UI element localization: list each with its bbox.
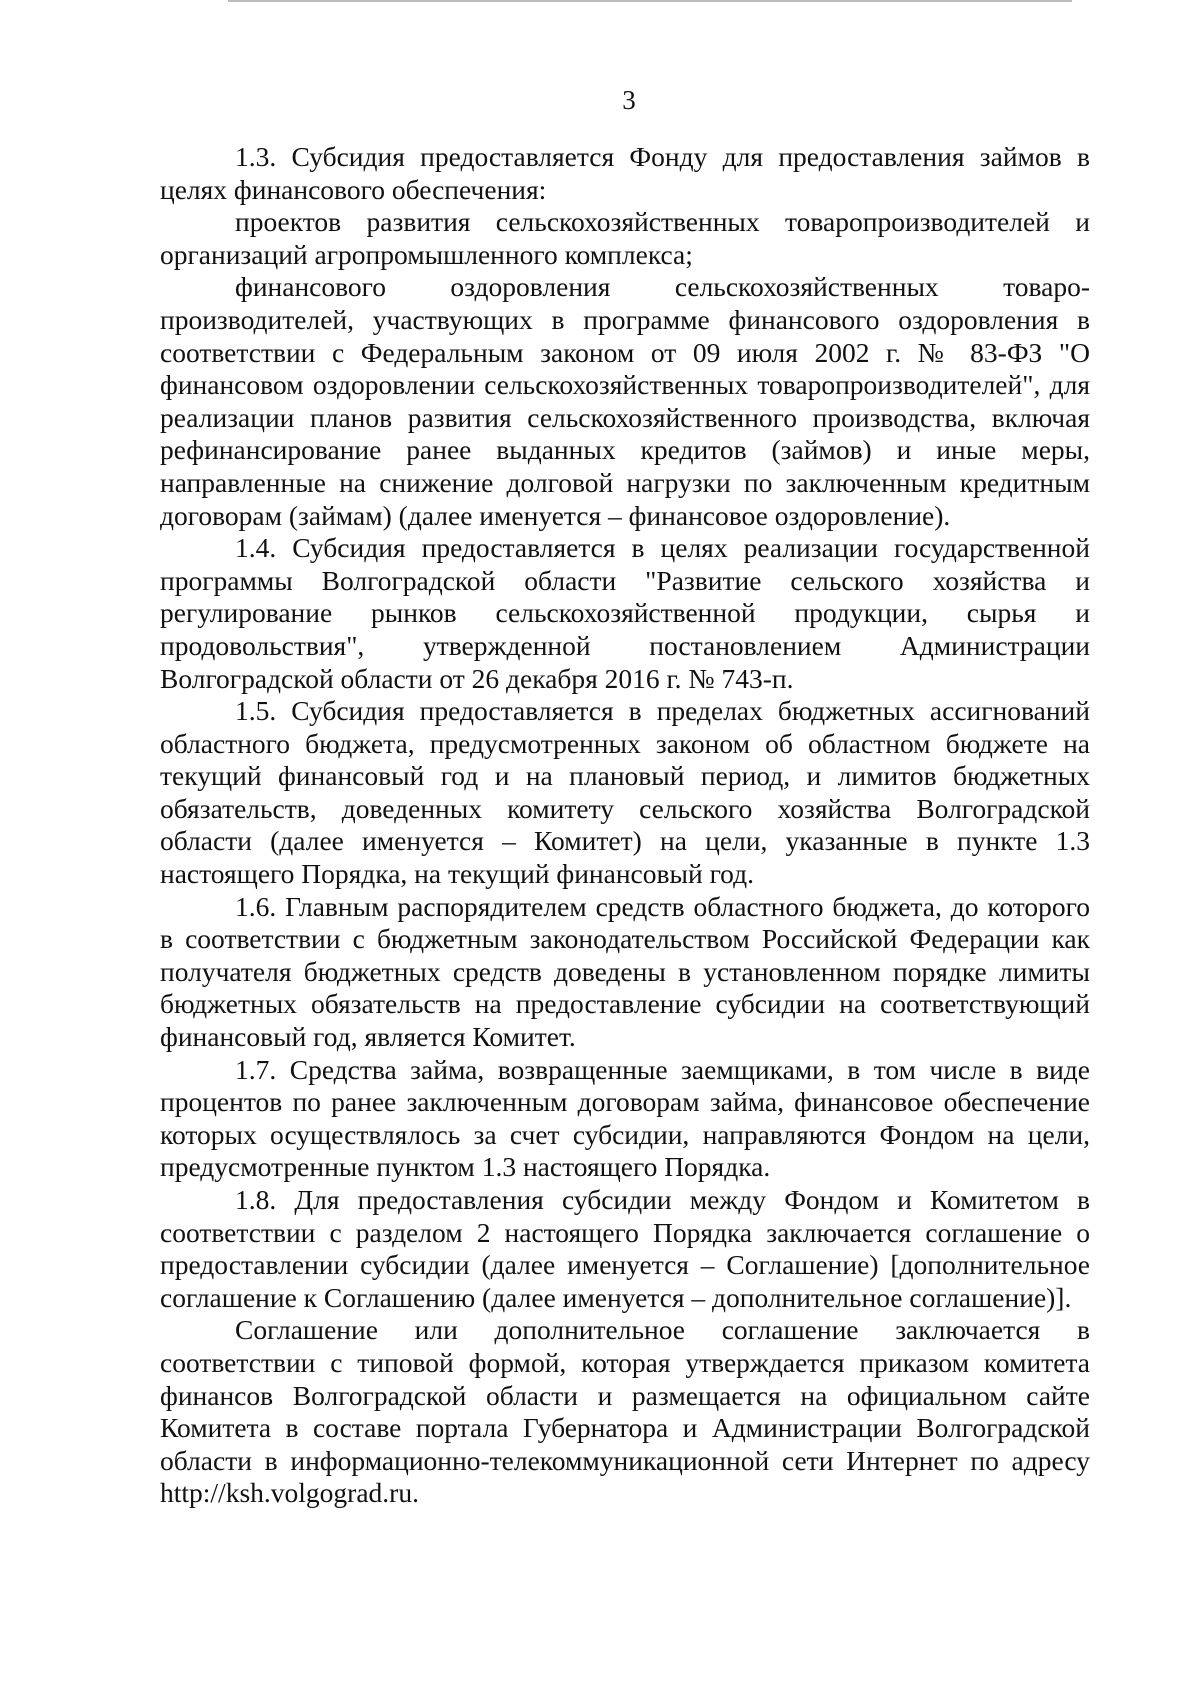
top-border-line — [228, 0, 1072, 2]
page-number: 3 — [622, 85, 636, 115]
paragraph-1-8: 1.8. Для предоставления субсидии между Фондом и Комитетом в соответствии с разделом 2 настоящего Порядка заключается соглашение о предоставлении субсидии (далее именуется – Соглашение) [дополнительное соглашение к Соглашению (далее именуется – дополнительное соглашение)]. — [160, 1184, 1090, 1313]
paragraph-1-6: 1.6. Главным распорядителем средств областного бюджета, до которого в соответствии с бюджетным законодательством Российской Федерации как получателя бюджетных средств доведены в установленном порядке лимиты бюджетных обязательств на предоставление субсидии на соответствующий финансовый год, является Комитет. — [160, 890, 1090, 1053]
paragraph-1-7: 1.7. Средства займа, возвращенные заемщиками, в том числе в виде процентов по ранее заключенным договорам займа, финансовое обеспечение которых осуществлялось за счет субсидии, направляются Фондом на цели, предусмотренные пунктом 1.3 настоящего Порядка. — [160, 1053, 1090, 1183]
paragraph-1-3: 1.3. Субсидия предоставляется Фонду для предоставления займов в целях финансового обеспечения: — [160, 141, 1090, 205]
paragraph-1-4: 1.4. Субсидия предоставляется в целях реализации государственной программы Волгоградской области "Развитие сельского хозяйства и регулирование рынков сельскохозяйственной продукции, сырья и продовольствия", утвержденной постановлением Администрации Волгоградской области от 26 декабря 2016 г. № 743-п. — [160, 532, 1090, 694]
document-body — [160, 141, 1090, 1510]
paragraph-financial-recovery: финансового оздоровления сельскохозяйственных товаропроизводителей, участвующих в программе финансового оздоровления в соответствии с Федеральным законом от 09 июля 2002 г. № 83-ФЗ "О финансовом оздоровлении сельскохозяйственных товаропроизводителей", для реализации планов развития сельскохозяйственного производства, включая рефинансирование ранее выданных кредитов (займов) и иные меры, направленные на снижение долговой нагрузки по заключенным кредитным договорам (займам) (далее именуется – финансовое оздоровление). — [160, 271, 1090, 531]
paragraph-1-5: 1.5. Субсидия предоставляется в пределах бюджетных ассигнований областного бюджета, предусмотренных законом об областном бюджете на текущий финансовый год и на плановый период, и лимитов бюджетных обязательств, доведенных комитету сельского хозяйства Волгоградской области (далее именуется – Комитет) на цели, указанные в пункте 1.3 настоящего Порядка, на текущий финансовый год. — [160, 695, 1090, 890]
paragraph-projects: проектов развития сельскохозяйственных товаропроизводителей и организаций агропромышленного комплекса; — [160, 206, 1090, 270]
paragraph-agreement-form: Соглашение или дополнительное соглашение заключается в соответствии с типовой формой, которая утверждается приказом комитета финансов Волгоградской области и размещается на официальном сайте Комитета в составе портала Губернатора и Администрации Волгоградской области в информационно-телекоммуникационной сети Интернет по адресу http://ksh.volgograd.ru. — [160, 1314, 1090, 1509]
